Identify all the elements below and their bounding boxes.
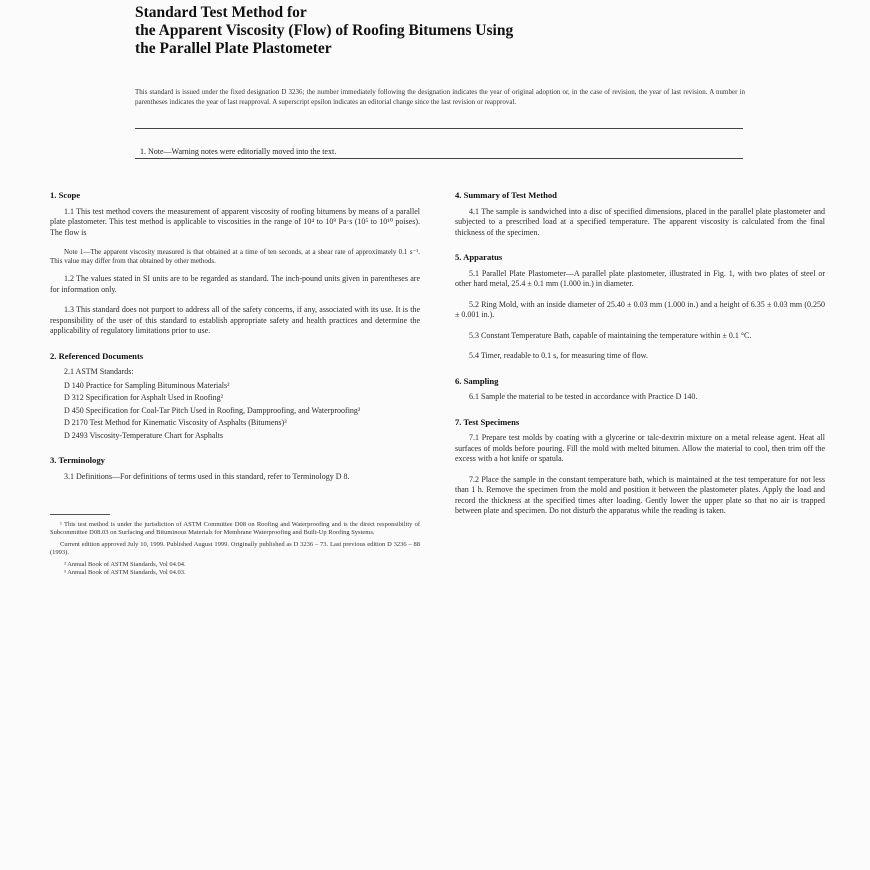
title-line-2: the Apparent Viscosity (Flow) of Roofing Bitumens Using: [135, 22, 514, 39]
subheading: 2.1 ASTM Standards:: [64, 367, 134, 376]
reference-item: D 312 Specification for Asphalt Used in Roofing²: [64, 393, 224, 402]
header-rule-top: [135, 128, 743, 129]
section-test-specimens: [455, 417, 825, 517]
section-heading: 6. Sampling: [455, 375, 499, 386]
footnote-rule: [50, 514, 110, 515]
paragraph: 1.3 This standard does not purport to address all of the safety concerns, if any, associated with its use. It is the responsibility of the user of this standard to establish appropriate safety and health practices and determine the applicability of regulatory limitations prior to use.: [50, 305, 420, 335]
footnote-line: ² Annual Book of ASTM Standards, Vol 04.04.: [64, 561, 186, 568]
section-heading: 1. Scope: [50, 190, 81, 200]
reference-item: D 2170 Test Method for Kinematic Viscosity of Asphalts (Bitumens)³: [64, 418, 287, 427]
section-scope: [50, 190, 420, 337]
title-line-3: the Parallel Plate Plastometer: [135, 40, 332, 57]
left-column: [50, 190, 420, 576]
paragraph: 5.4 Timer, readable to 0.1 s, for measuring time of flow.: [469, 351, 648, 360]
paragraph: 1.2 The values stated in SI units are to be regarded as standard. The inch-pound units given in parentheses are for information only.: [50, 274, 420, 294]
reference-item: D 450 Specification for Coal-Tar Pitch Used in Roofing, Dampproofing, and Waterproofing²: [64, 405, 361, 415]
title-line-1: Standard Test Method for: [135, 4, 307, 21]
section-heading: 5. Apparatus: [455, 252, 503, 262]
paragraph: 4.1 The sample is sandwiched into a disc of specified dimensions, placed in the parallel plate plastometer and subjected to a prescribed load at a specified temperature. The apparent viscosity is calculated from the final thickness of the specimen.: [455, 206, 825, 237]
note: Note 1—The apparent viscosity measured is that obtained at a time of ten seconds, at a shear rate of approximately 0.1 s⁻¹. This value may differ from that obtained by other methods.: [50, 248, 420, 265]
document-title: [135, 4, 755, 58]
section-summary: [455, 190, 825, 238]
footnote: ¹ This test method is under the jurisdiction of ASTM Committee D08 on Roofing and Waterproofing and is the direct responsibility of Subcommittee D08.03 on Surfacing and Bituminous Materials for Membrane Waterproofing and Built-Up Roofing Systems.: [50, 521, 420, 536]
section-referenced-documents: [50, 351, 420, 442]
section-sampling: [455, 376, 825, 403]
paragraph: 1.1 This test method covers the measurement of apparent viscosity of roofing bitumens by means of a parallel plate plastometer. This test method is applicable to viscosities in the range of 10⁴ to 10⁹ Pa·s (10⁵ to 10¹⁰ poises). The flow is: [50, 206, 420, 237]
reference-item: D 2493 Viscosity-Temperature Chart for Asphalts: [64, 430, 224, 440]
section-heading: 7. Test Specimens: [455, 416, 520, 427]
paragraph: 6.1 Sample the material to be tested in accordance with Practice D 140.: [469, 392, 698, 401]
paragraph: 5.1 Parallel Plate Plastometer—A parallel plate plastometer, illustrated in Fig. 1, with two plates of steel or other hard metal, 25.4 ± 0.1 mm (1.000 in.) in diameter.: [455, 268, 825, 288]
footnote: Current edition approved July 10, 1999. Published August 1999. Originally published as D 3236 – 73. Last previous edition D 3236 – 88 (1993).: [50, 541, 420, 556]
paragraph: 3.1 Definitions—For definitions of terms used in this standard, refer to Terminology D 8.: [64, 471, 350, 481]
right-column: [455, 190, 825, 531]
section-apparatus: [455, 252, 825, 362]
paragraph: 7.1 Prepare test molds by coating with a glycerine or talc-dextrin mixture on a metal release agent. Heat all surfaces of molds before pouring. Fill the mold with melted bitumen. Allow the material to cool, then trim off the excess with a hot knife or spatula.: [455, 433, 825, 463]
paragraph: 7.2 Place the sample in the constant temperature bath, which is maintained at the test temperature for not less than 1 h. Remove the specimen from the mold and position it between the plastometer plates. Apply the load and record the thickness at the specified times after loading. Gently lower the upper plate so that no air is trapped between plate and specimen. Do not disturb the apparatus while the reading is taken.: [455, 474, 825, 515]
editorial-note: 1. Note—Warning notes were editorially moved into the text.: [140, 147, 337, 156]
section-terminology: [50, 455, 420, 482]
header-rule-bottom: [135, 158, 743, 159]
section-heading: 4. Summary of Test Method: [455, 190, 557, 200]
designation-note: This standard is issued under the fixed designation D 3236; the number immediately following the designation indicates the year of original adoption or, in the case of revision, the year of last revision. A number in parentheses indicates the year of last reapproval. A superscript epsilon indicates an editorial change since the last revision or reapproval.: [135, 88, 745, 106]
footnote-line: ³ Annual Book of ASTM Standards, Vol 04.03.: [64, 568, 186, 576]
reference-item: D 140 Practice for Sampling Bituminous Materials²: [64, 380, 230, 390]
section-heading: 3. Terminology: [50, 455, 105, 465]
paragraph: 5.2 Ring Mold, with an inside diameter of 25.40 ± 0.03 mm (1.000 in.) and a height of 6.35 ± 0.03 mm (0.250 ± 0.001 in.).: [455, 299, 825, 319]
section-heading: 2. Referenced Documents: [50, 350, 144, 361]
paragraph: 5.3 Constant Temperature Bath, capable of maintaining the temperature within ± 0.1 °C.: [469, 330, 752, 340]
